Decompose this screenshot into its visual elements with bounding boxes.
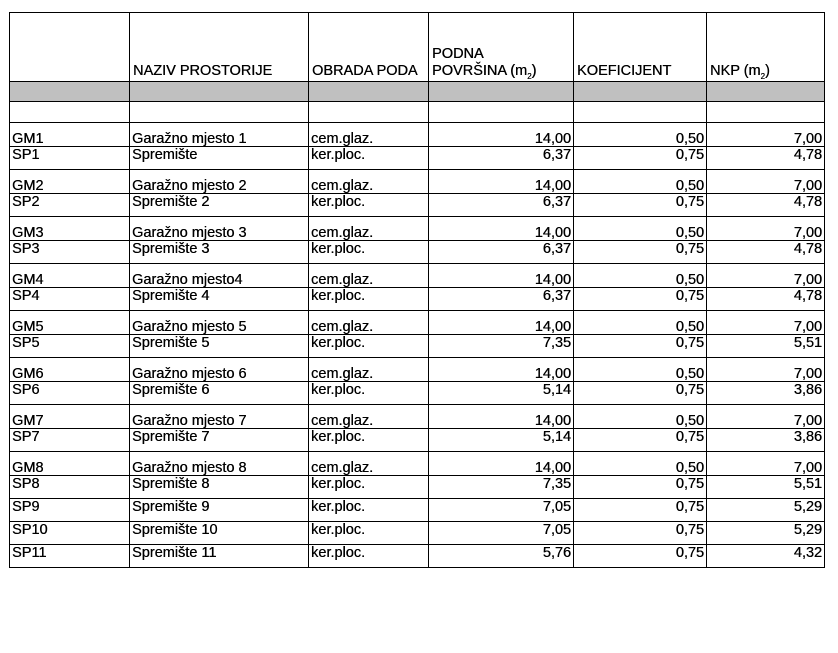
floor-finish-cell: ker.ploc. xyxy=(309,147,429,170)
floor-area-cell: 14,00 xyxy=(429,217,574,241)
table-row xyxy=(10,170,825,194)
floor-finish-cell: cem.glaz. xyxy=(309,452,429,476)
grey-separator-row xyxy=(10,82,825,102)
floor-finish-cell: ker.ploc. xyxy=(309,545,429,568)
coefficient-cell: 0,75 xyxy=(574,545,707,568)
room-name-cell: Garažno mjesto 7 xyxy=(130,405,309,429)
blank-cell xyxy=(10,102,130,123)
table-row xyxy=(10,264,825,288)
floor-area-cell: 7,35 xyxy=(429,476,574,499)
floor-area-cell: 14,00 xyxy=(429,452,574,476)
grey-cell xyxy=(429,82,574,102)
floor-finish-cell: cem.glaz. xyxy=(309,170,429,194)
room-name-cell: Spremište 11 xyxy=(130,545,309,568)
table-row xyxy=(10,452,825,476)
room-code-cell: GM7 xyxy=(10,405,130,429)
header-code xyxy=(10,13,130,82)
coefficient-cell: 0,75 xyxy=(574,382,707,405)
room-code-cell: SP1 xyxy=(10,147,130,170)
floor-area-cell: 7,05 xyxy=(429,499,574,522)
nkp-cell: 4,78 xyxy=(707,194,825,217)
floor-finish-cell: ker.ploc. xyxy=(309,476,429,499)
nkp-cell: 5,29 xyxy=(707,522,825,545)
table-row xyxy=(10,241,825,264)
room-code-cell: GM8 xyxy=(10,452,130,476)
room-name-cell: Spremište 4 xyxy=(130,288,309,311)
room-name-cell: Garažno mjesto 6 xyxy=(130,358,309,382)
room-code-cell: SP7 xyxy=(10,429,130,452)
floor-area-cell: 5,76 xyxy=(429,545,574,568)
coefficient-cell: 0,50 xyxy=(574,123,707,147)
floor-finish-cell: ker.ploc. xyxy=(309,382,429,405)
grey-cell xyxy=(707,82,825,102)
floor-area-cell: 6,37 xyxy=(429,288,574,311)
room-area-table xyxy=(9,12,825,568)
room-name-cell: Garažno mjesto 3 xyxy=(130,217,309,241)
blank-row xyxy=(10,102,825,123)
grey-cell xyxy=(130,82,309,102)
nkp-cell: 5,51 xyxy=(707,335,825,358)
nkp-cell: 7,00 xyxy=(707,452,825,476)
table-row xyxy=(10,147,825,170)
room-code-cell: GM4 xyxy=(10,264,130,288)
room-code-cell: SP2 xyxy=(10,194,130,217)
coefficient-cell: 0,75 xyxy=(574,241,707,264)
floor-finish-cell: cem.glaz. xyxy=(309,123,429,147)
nkp-cell: 3,86 xyxy=(707,382,825,405)
floor-finish-cell: ker.ploc. xyxy=(309,335,429,358)
blank-cell xyxy=(707,102,825,123)
room-code-cell: SP11 xyxy=(10,545,130,568)
room-code-cell: SP6 xyxy=(10,382,130,405)
coefficient-cell: 0,50 xyxy=(574,405,707,429)
header-floor-area-unit: 2 xyxy=(527,71,532,81)
nkp-cell: 4,78 xyxy=(707,288,825,311)
room-name-cell: Spremište 7 xyxy=(130,429,309,452)
coefficient-cell: 0,75 xyxy=(574,476,707,499)
nkp-cell: 7,00 xyxy=(707,311,825,335)
coefficient-cell: 0,50 xyxy=(574,170,707,194)
coefficient-cell: 0,50 xyxy=(574,217,707,241)
header-floor-area-line2: POVRŠINA (m xyxy=(432,63,528,79)
grey-cell xyxy=(10,82,130,102)
floor-area-cell: 7,05 xyxy=(429,522,574,545)
table-row xyxy=(10,545,825,568)
nkp-cell: 3,86 xyxy=(707,429,825,452)
floor-finish-cell: cem.glaz. xyxy=(309,358,429,382)
room-code-cell: SP4 xyxy=(10,288,130,311)
table-row xyxy=(10,358,825,382)
header-floor-area-close: ) xyxy=(531,63,537,79)
header-room-name: NAZIV PROSTORIJE xyxy=(130,13,309,82)
coefficient-cell: 0,75 xyxy=(574,499,707,522)
coefficient-cell: 0,75 xyxy=(574,429,707,452)
nkp-cell: 7,00 xyxy=(707,123,825,147)
table-row xyxy=(10,194,825,217)
floor-area-cell: 14,00 xyxy=(429,170,574,194)
room-code-cell: SP10 xyxy=(10,522,130,545)
floor-finish-cell: cem.glaz. xyxy=(309,264,429,288)
table-row xyxy=(10,499,825,522)
coefficient-cell: 0,50 xyxy=(574,452,707,476)
header-floor-area-line1: PODNA xyxy=(432,46,484,62)
room-name-cell: Spremište 6 xyxy=(130,382,309,405)
floor-finish-cell: ker.ploc. xyxy=(309,288,429,311)
table-row xyxy=(10,429,825,452)
coefficient-cell: 0,75 xyxy=(574,522,707,545)
nkp-cell: 7,00 xyxy=(707,405,825,429)
header-row xyxy=(10,13,825,82)
room-name-cell: Spremište 3 xyxy=(130,241,309,264)
room-name-cell: Spremište 8 xyxy=(130,476,309,499)
blank-cell xyxy=(130,102,309,123)
floor-finish-cell: ker.ploc. xyxy=(309,194,429,217)
room-code-cell: GM1 xyxy=(10,123,130,147)
coefficient-cell: 0,75 xyxy=(574,288,707,311)
floor-area-cell: 6,37 xyxy=(429,147,574,170)
grey-cell xyxy=(574,82,707,102)
coefficient-cell: 0,50 xyxy=(574,358,707,382)
floor-area-cell: 7,35 xyxy=(429,335,574,358)
nkp-cell: 4,78 xyxy=(707,241,825,264)
blank-cell xyxy=(309,102,429,123)
floor-area-cell: 5,14 xyxy=(429,429,574,452)
floor-area-cell: 5,14 xyxy=(429,382,574,405)
room-name-cell: Spremište 10 xyxy=(130,522,309,545)
room-name-cell: Garažno mjesto 5 xyxy=(130,311,309,335)
room-name-cell: Spremište 5 xyxy=(130,335,309,358)
header-nkp-unit: 2 xyxy=(760,71,765,81)
coefficient-cell: 0,75 xyxy=(574,147,707,170)
grey-cell xyxy=(309,82,429,102)
header-nkp-close: ) xyxy=(764,63,770,79)
room-code-cell: SP9 xyxy=(10,499,130,522)
room-name-cell: Spremište 2 xyxy=(130,194,309,217)
nkp-cell: 5,29 xyxy=(707,499,825,522)
floor-finish-cell: ker.ploc. xyxy=(309,522,429,545)
room-name-cell: Garažno mjesto 1 xyxy=(130,123,309,147)
floor-finish-cell: cem.glaz. xyxy=(309,405,429,429)
blank-cell xyxy=(574,102,707,123)
blank-cell xyxy=(429,102,574,123)
floor-finish-cell: ker.ploc. xyxy=(309,241,429,264)
nkp-cell: 7,00 xyxy=(707,358,825,382)
coefficient-cell: 0,50 xyxy=(574,264,707,288)
nkp-cell: 7,00 xyxy=(707,264,825,288)
header-floor-area xyxy=(429,13,574,82)
floor-area-cell: 14,00 xyxy=(429,358,574,382)
floor-finish-cell: ker.ploc. xyxy=(309,499,429,522)
floor-area-cell: 14,00 xyxy=(429,123,574,147)
room-code-cell: SP5 xyxy=(10,335,130,358)
floor-finish-cell: cem.glaz. xyxy=(309,217,429,241)
table-row xyxy=(10,382,825,405)
floor-area-cell: 6,37 xyxy=(429,241,574,264)
table-row xyxy=(10,522,825,545)
coefficient-cell: 0,50 xyxy=(574,311,707,335)
header-coefficient: KOEFICIJENT xyxy=(574,13,707,82)
nkp-cell: 5,51 xyxy=(707,476,825,499)
room-code-cell: SP3 xyxy=(10,241,130,264)
room-name-cell: Garažno mjesto 8 xyxy=(130,452,309,476)
table-row xyxy=(10,311,825,335)
coefficient-cell: 0,75 xyxy=(574,335,707,358)
room-code-cell: GM5 xyxy=(10,311,130,335)
coefficient-cell: 0,75 xyxy=(574,194,707,217)
table-row xyxy=(10,288,825,311)
floor-finish-cell: cem.glaz. xyxy=(309,311,429,335)
table-row xyxy=(10,405,825,429)
floor-area-cell: 6,37 xyxy=(429,194,574,217)
room-code-cell: SP8 xyxy=(10,476,130,499)
room-name-cell: Garažno mjesto4 xyxy=(130,264,309,288)
room-name-cell: Spremište xyxy=(130,147,309,170)
floor-area-cell: 14,00 xyxy=(429,264,574,288)
floor-area-cell: 14,00 xyxy=(429,311,574,335)
room-name-cell: Spremište 9 xyxy=(130,499,309,522)
header-floor-finish: OBRADA PODA xyxy=(309,13,429,82)
header-nkp xyxy=(707,13,825,82)
nkp-cell: 7,00 xyxy=(707,170,825,194)
nkp-cell: 4,32 xyxy=(707,545,825,568)
header-nkp-text: NKP (m xyxy=(710,63,761,79)
table-row xyxy=(10,476,825,499)
room-code-cell: GM3 xyxy=(10,217,130,241)
table-row xyxy=(10,123,825,147)
room-code-cell: GM6 xyxy=(10,358,130,382)
floor-area-cell: 14,00 xyxy=(429,405,574,429)
room-name-cell: Garažno mjesto 2 xyxy=(130,170,309,194)
nkp-cell: 7,00 xyxy=(707,217,825,241)
room-code-cell: GM2 xyxy=(10,170,130,194)
table-row xyxy=(10,217,825,241)
floor-finish-cell: ker.ploc. xyxy=(309,429,429,452)
table-row xyxy=(10,335,825,358)
nkp-cell: 4,78 xyxy=(707,147,825,170)
